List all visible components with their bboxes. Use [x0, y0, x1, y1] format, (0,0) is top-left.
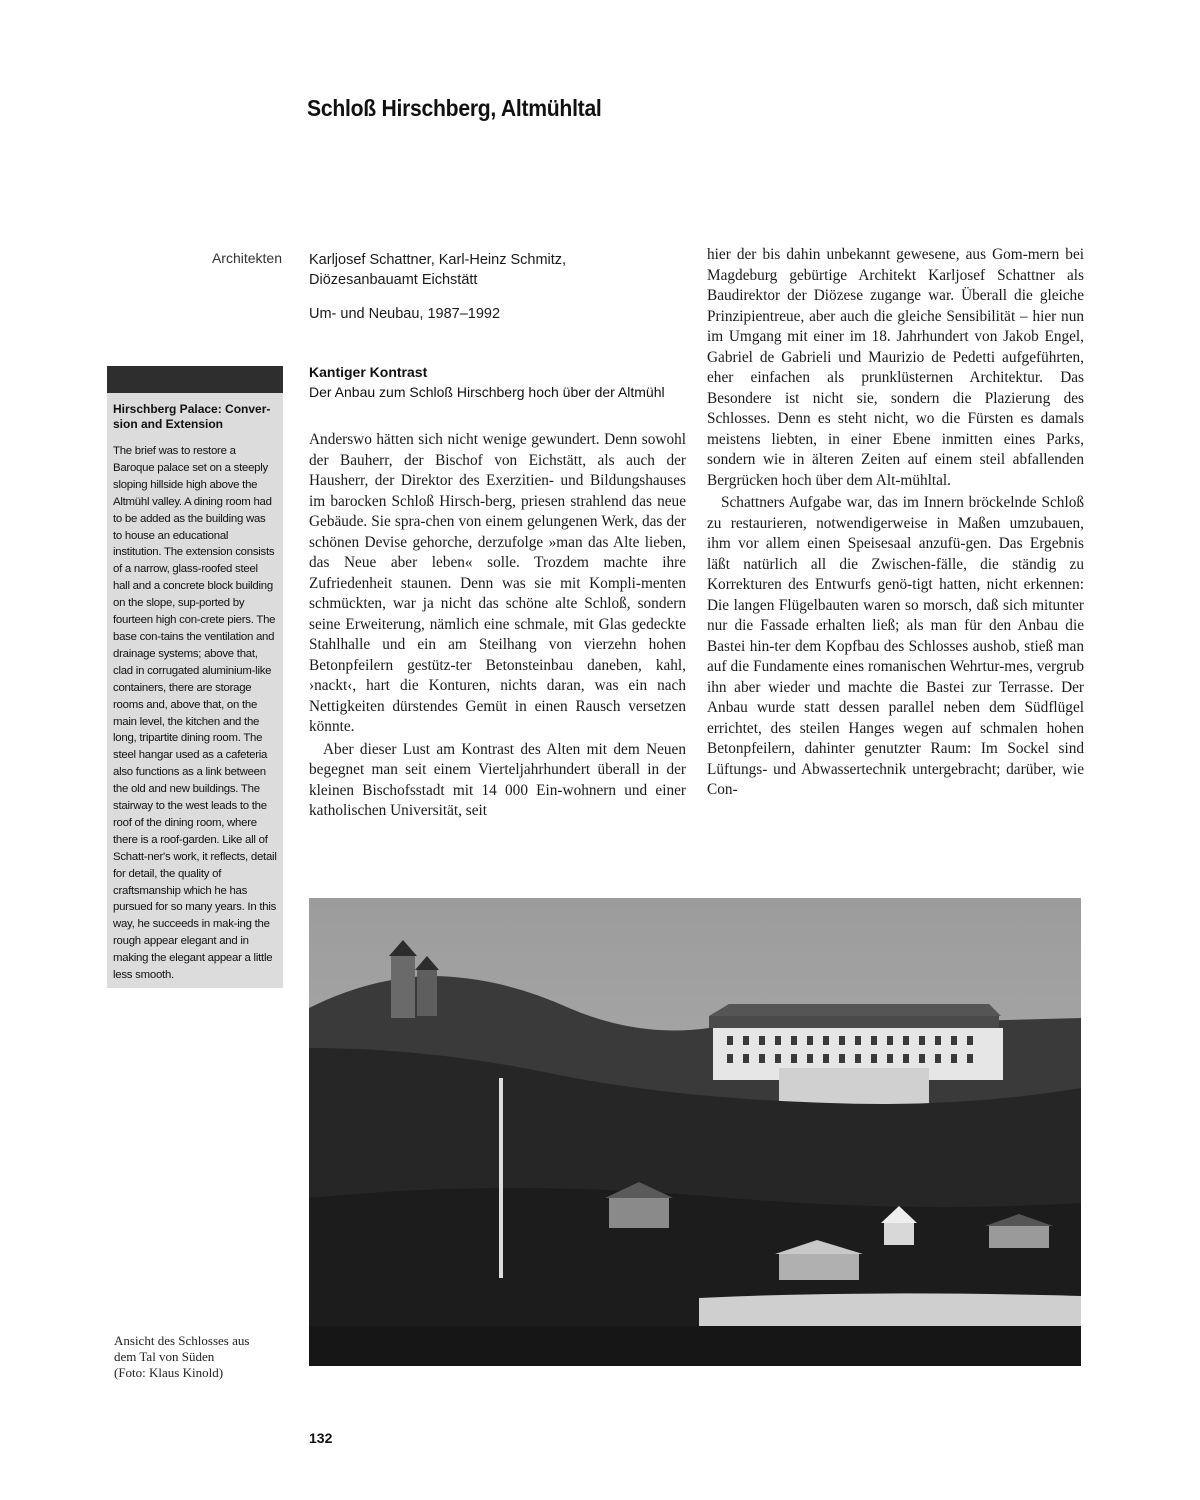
body-paragraph: Schattners Aufgabe war, das im Innern bröckelnde Schloß zu restaurieren, notwendigerweise in Maßen umzubauen, ihm vor allem einen Speisesaal anzufü-gen. Das Ergebnis läßt natürlich all die Zwischen-fälle, die ständig zu Korrekturen des Entwurfs genö-tigt hatten, nicht erkennen: Die langen Flügelbauten waren so morsch, daß sich mitunter nur die Fassade erhalten ließ; als man für den Anbau die Bastei hin-ter dem Kopfbau des Schlosses aushob, stieß man auf die Fundamente eines romanischen Wehrtur-mes, vergrub ihn aber wieder und machte die Bastei zur Terrasse. Der Anbau wurde statt dessen parallel neben dem Südflügel errichtet, des steilen Hanges wegen auf schmalen hohen Betonpfeilern, dahinter genutzter Raum: Im Sockel sind Lüftungs- und Abwassertechnik untergebracht; darüber, wie Con-: [707, 494, 1084, 798]
project-years: Um- und Neubau, 1987–1992: [309, 306, 501, 322]
photo-caption: [114, 1333, 284, 1381]
castle-photo: [309, 898, 1081, 1366]
article-title: Schloß Hirschberg, Altmühltal: [307, 95, 602, 121]
section-subheading: Der Anbau zum Schloß Hirschberg hoch über der Altmühl: [309, 384, 665, 400]
architects-line-1: Karljosef Schattner, Karl-Heinz Schmitz,: [309, 252, 567, 268]
caption-line-3: (Foto: Klaus Kinold): [114, 1365, 224, 1380]
body-column-1: [309, 430, 686, 822]
architects-line-2: Diözesanbauamt Eichstätt: [309, 272, 478, 288]
summary-header-bar: [107, 366, 283, 393]
architects-label: Architekten: [211, 250, 282, 266]
body-paragraph: hier der bis dahin unbekannt gewesene, aus Gom-mern bei Magdeburg gebürtige Architekt Karljosef Schattner als Baudirektor der Diözese zugange war. Überall die gleiche Prinzipientreue, aber auch die gleiche Sensibilität – hier nun im Umgang mit einer im 18. Jahrhundert von Jakob Engel, Gabriel de Gabrieli und Maurizio de Pedetti aufgeführten, eher einfachen als prunklüsternen Architektur. Das Besondere ist nicht sie, sondern die Plazierung des Schlosses. Denn es steht nicht, wo die Fürsten es damals meistens liebten, in einer Ebene inmitten eines Parks, sondern wie in älteren Zeiten auf einem steil abfallenden Bergrücken hoch über dem Alt-mühltal.: [707, 246, 1084, 489]
page-number: 132: [309, 1430, 333, 1446]
body-paragraph: Anderswo hätten sich nicht wenige gewundert. Denn sowohl der Bauherr, der Bischof von Eichstätt, als auch der Hausherr, der Direktor des Exerzitien- und Bildungshauses im barocken Schloß Hirsch-berg, priesen strahlend das neue Gebäude. Sie spra-chen von einem gelungenen Werk, das der schönen Devise gehorche, derzufolge »man das Alte lieben, das Neue aber leben« solle. Trozdem machte ihre Zufriedenheit staunen. Denn was sie mit Kompli-menten schmückten, war ja nicht das schöne alte Schloß, sondern seine Erweiterung, nämlich eine schmale, mit Glas gedeckte Stahlhalle und ein am Steilhang von vierzehn hohen Betonpfeilern gestütz-ter Betonsteinbau daneben, kahl, ›nackt‹, hart die Konturen, nichts daran, was ein nach Nettigkeiten dürstendes Gemüt in einen Rausch versetzen könnte.: [309, 431, 686, 735]
section-kicker: [309, 362, 689, 402]
caption-line-2: dem Tal von Süden: [114, 1349, 215, 1364]
castle-photo-illustration: [309, 898, 1081, 1366]
caption-line-1: Ansicht des Schlosses aus: [114, 1333, 250, 1348]
summary-heading: Hirschberg Palace: Conver-sion and Extension: [113, 402, 271, 431]
section-heading: Kantiger Kontrast: [309, 364, 428, 380]
english-summary-box: [107, 366, 283, 988]
project-meta: [309, 250, 689, 324]
body-paragraph: Aber dieser Lust am Kontrast des Alten mit dem Neuen begegnet man seit einem Vierteljahrhundert überall in der kleinen Bischofsstadt mit 14 000 Ein-wohnern und einer katholischen Universität, seit: [309, 740, 686, 819]
summary-text: The brief was to restore a Baroque palace set on a steeply sloping hillside high above the Altmühl valley. A dining room had to be added as the building was to house an educational institution. The extension consists of a narrow, glass-roofed steel hall and a concrete block building on the slope, sup-ported by fourteen high con-crete piers. The base con-tains the ventilation and drainage systems; above that, clad in corrugated aluminium-like containers, there are storage rooms and, above that, on the main level, the kitchen and the long, tripartite dining room. The steel hangar used as a cafeteria also functions as a link between the old and new buildings. The stairway to the west leads to the roof of the dining room, where there is a roof-garden. Like all of Schatt-ner's work, it reflects, detail for detail, the quality of craftsmanship which he has pursued for so many years. In this way, he succeeds in mak-ing the rough appear elegant and in making the elegant appear a little less smooth.: [113, 445, 277, 982]
body-column-2: [707, 245, 1084, 801]
